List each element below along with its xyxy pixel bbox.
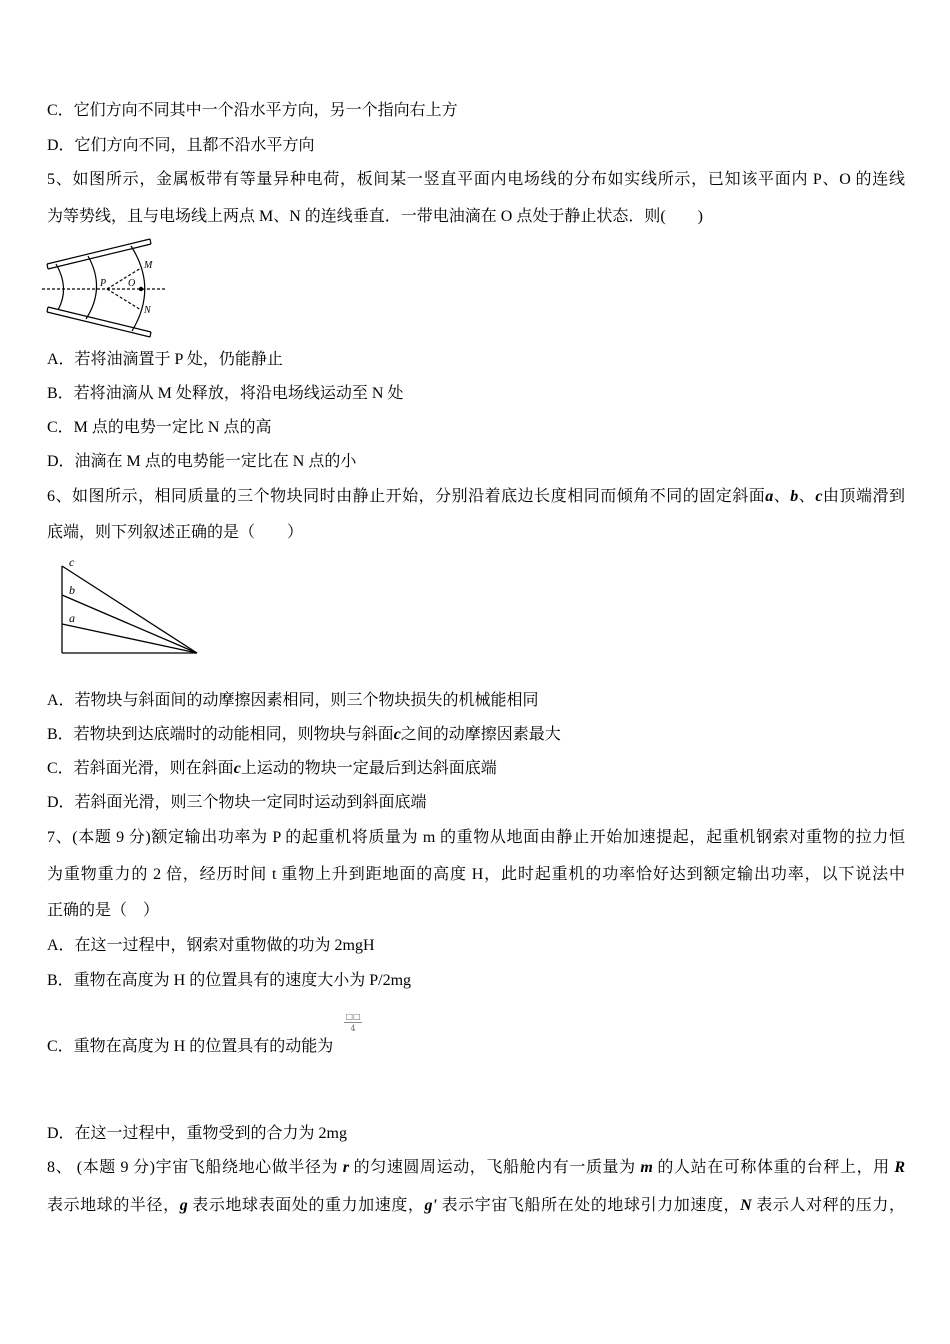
text: 上运动的物块一定最后到达斜面底端 — [240, 760, 497, 777]
label-a: a — [69, 611, 75, 625]
label-n: N — [144, 305, 151, 316]
text: 表示人对秤的压力， — [756, 1197, 905, 1214]
q6-stem-line2: 底端，则下列叙述正确的是（ ） — [47, 524, 304, 541]
q7-option-d: D．在这一过程中，重物受到的合力为 2mg — [47, 1125, 348, 1142]
q6-option-d: D．若斜面光滑，则三个物块一定同时运动到斜面底端 — [47, 794, 427, 811]
q7-option-c: C．重物在高度为 H 的位置具有的动能为 — [47, 1038, 334, 1055]
q4-option-c: C．它们方向不同其中一个沿水平方向，另一个指向右上方 — [47, 102, 458, 119]
text: 表示地球表面处的重力加速度， — [192, 1197, 425, 1214]
q4-option-d: D．它们方向不同，且都不沿水平方向 — [47, 137, 315, 154]
q8-stem-line1 — [47, 1158, 905, 1178]
var-m: m — [640, 1159, 653, 1176]
q5-option-c: C．M 点的电势一定比 N 点的高 — [47, 419, 272, 436]
fraction-denominator: 4 — [350, 1024, 356, 1033]
text: B．若物块到达底端时的动能相同，则物块与斜面 — [47, 726, 394, 743]
q6-stem-line1 — [47, 487, 905, 507]
text: 之间的动摩擦因素最大 — [400, 726, 561, 743]
text: 6、如图所示，相同质量的三个物块同时由静止开始，分别沿着底边长度相同而倾角不同的固定斜面 — [47, 488, 766, 505]
text: 的人站在可称体重的台秤上，用 — [657, 1159, 890, 1176]
var-g: g — [179, 1197, 188, 1214]
q7-option-a: A．在这一过程中，钢索对重物做的功为 2mgH — [47, 937, 375, 954]
q7-stem-line2: 为重物重力的 2 倍，经历时间 t 重物上升到距地面的高度 H，此时起重机的功率恰好达到额定输出功率，以下说法中 — [47, 866, 905, 883]
q7-stem-line3: 正确的是（ ） — [47, 902, 160, 919]
q5-option-a: A．若将油滴置于 P 处，仍能静止 — [47, 351, 283, 368]
q7-option-c-fraction — [344, 1012, 362, 1033]
label-o: O — [128, 278, 136, 289]
text: 8、 (本题 9 分)宇宙飞船绕地心做半径为 — [47, 1159, 339, 1176]
text: C．若斜面光滑，则在斜面 — [47, 760, 234, 777]
var-a: a — [765, 488, 774, 505]
q8-stem-line2 — [47, 1196, 905, 1216]
q5-electric-field-figure — [40, 234, 170, 340]
q5-option-d: D．油滴在 M 点的电势能一定比在 N 点的小 — [47, 453, 357, 470]
text: 表示宇宙飞船所在处的地球引力加速度， — [441, 1197, 741, 1214]
var-c: c — [233, 760, 241, 777]
q6-inclines-figure — [55, 555, 205, 659]
q5-option-b: B．若将油滴从 M 处释放，将沿电场线运动至 N 处 — [47, 385, 404, 402]
text: 的匀速圆周运动，飞船舱内有一质量为 — [353, 1159, 636, 1176]
text: 、 — [798, 488, 816, 505]
text: 由顶端滑到 — [822, 488, 905, 505]
q6-option-b — [47, 725, 561, 745]
var-r: r — [342, 1159, 350, 1176]
label-p: P — [100, 278, 107, 289]
text: 、 — [773, 488, 791, 505]
label-m: M — [144, 260, 153, 271]
fraction-numerator: □□ — [345, 1012, 361, 1021]
var-c: c — [815, 488, 823, 505]
label-b: b — [69, 583, 75, 597]
text: 表示地球的半径， — [47, 1197, 180, 1214]
q6-option-a: A．若物块与斜面间的动摩擦因素相同，则三个物块损失的机械能相同 — [47, 692, 539, 709]
q7-stem-line1: 7、(本题 9 分)额定输出功率为 P 的起重机将质量为 m 的重物从地面由静止开始加速提起，起重机钢索对重物的拉力恒 — [47, 829, 905, 846]
var-R: R — [894, 1159, 906, 1176]
var-N: N — [740, 1197, 752, 1214]
var-b: b — [790, 488, 799, 505]
q6-option-c — [47, 759, 497, 779]
label-c: c — [69, 555, 75, 569]
var-g-prime: g' — [424, 1197, 437, 1214]
q7-option-b: B．重物在高度为 H 的位置具有的速度大小为 P/2mg — [47, 972, 412, 989]
fraction-bar — [344, 1022, 362, 1023]
q5-stem-line1: 5、如图所示，金属板带有等量异种电荷，板间某一竖直平面内电场线的分布如实线所示，已知该平面内 P、O 的连线 — [47, 171, 905, 188]
var-c: c — [393, 726, 401, 743]
q5-stem-line2: 为等势线，且与电场线上两点 M、N 的连线垂直．一带电油滴在 O 点处于静止状态．则( ) — [47, 208, 703, 225]
